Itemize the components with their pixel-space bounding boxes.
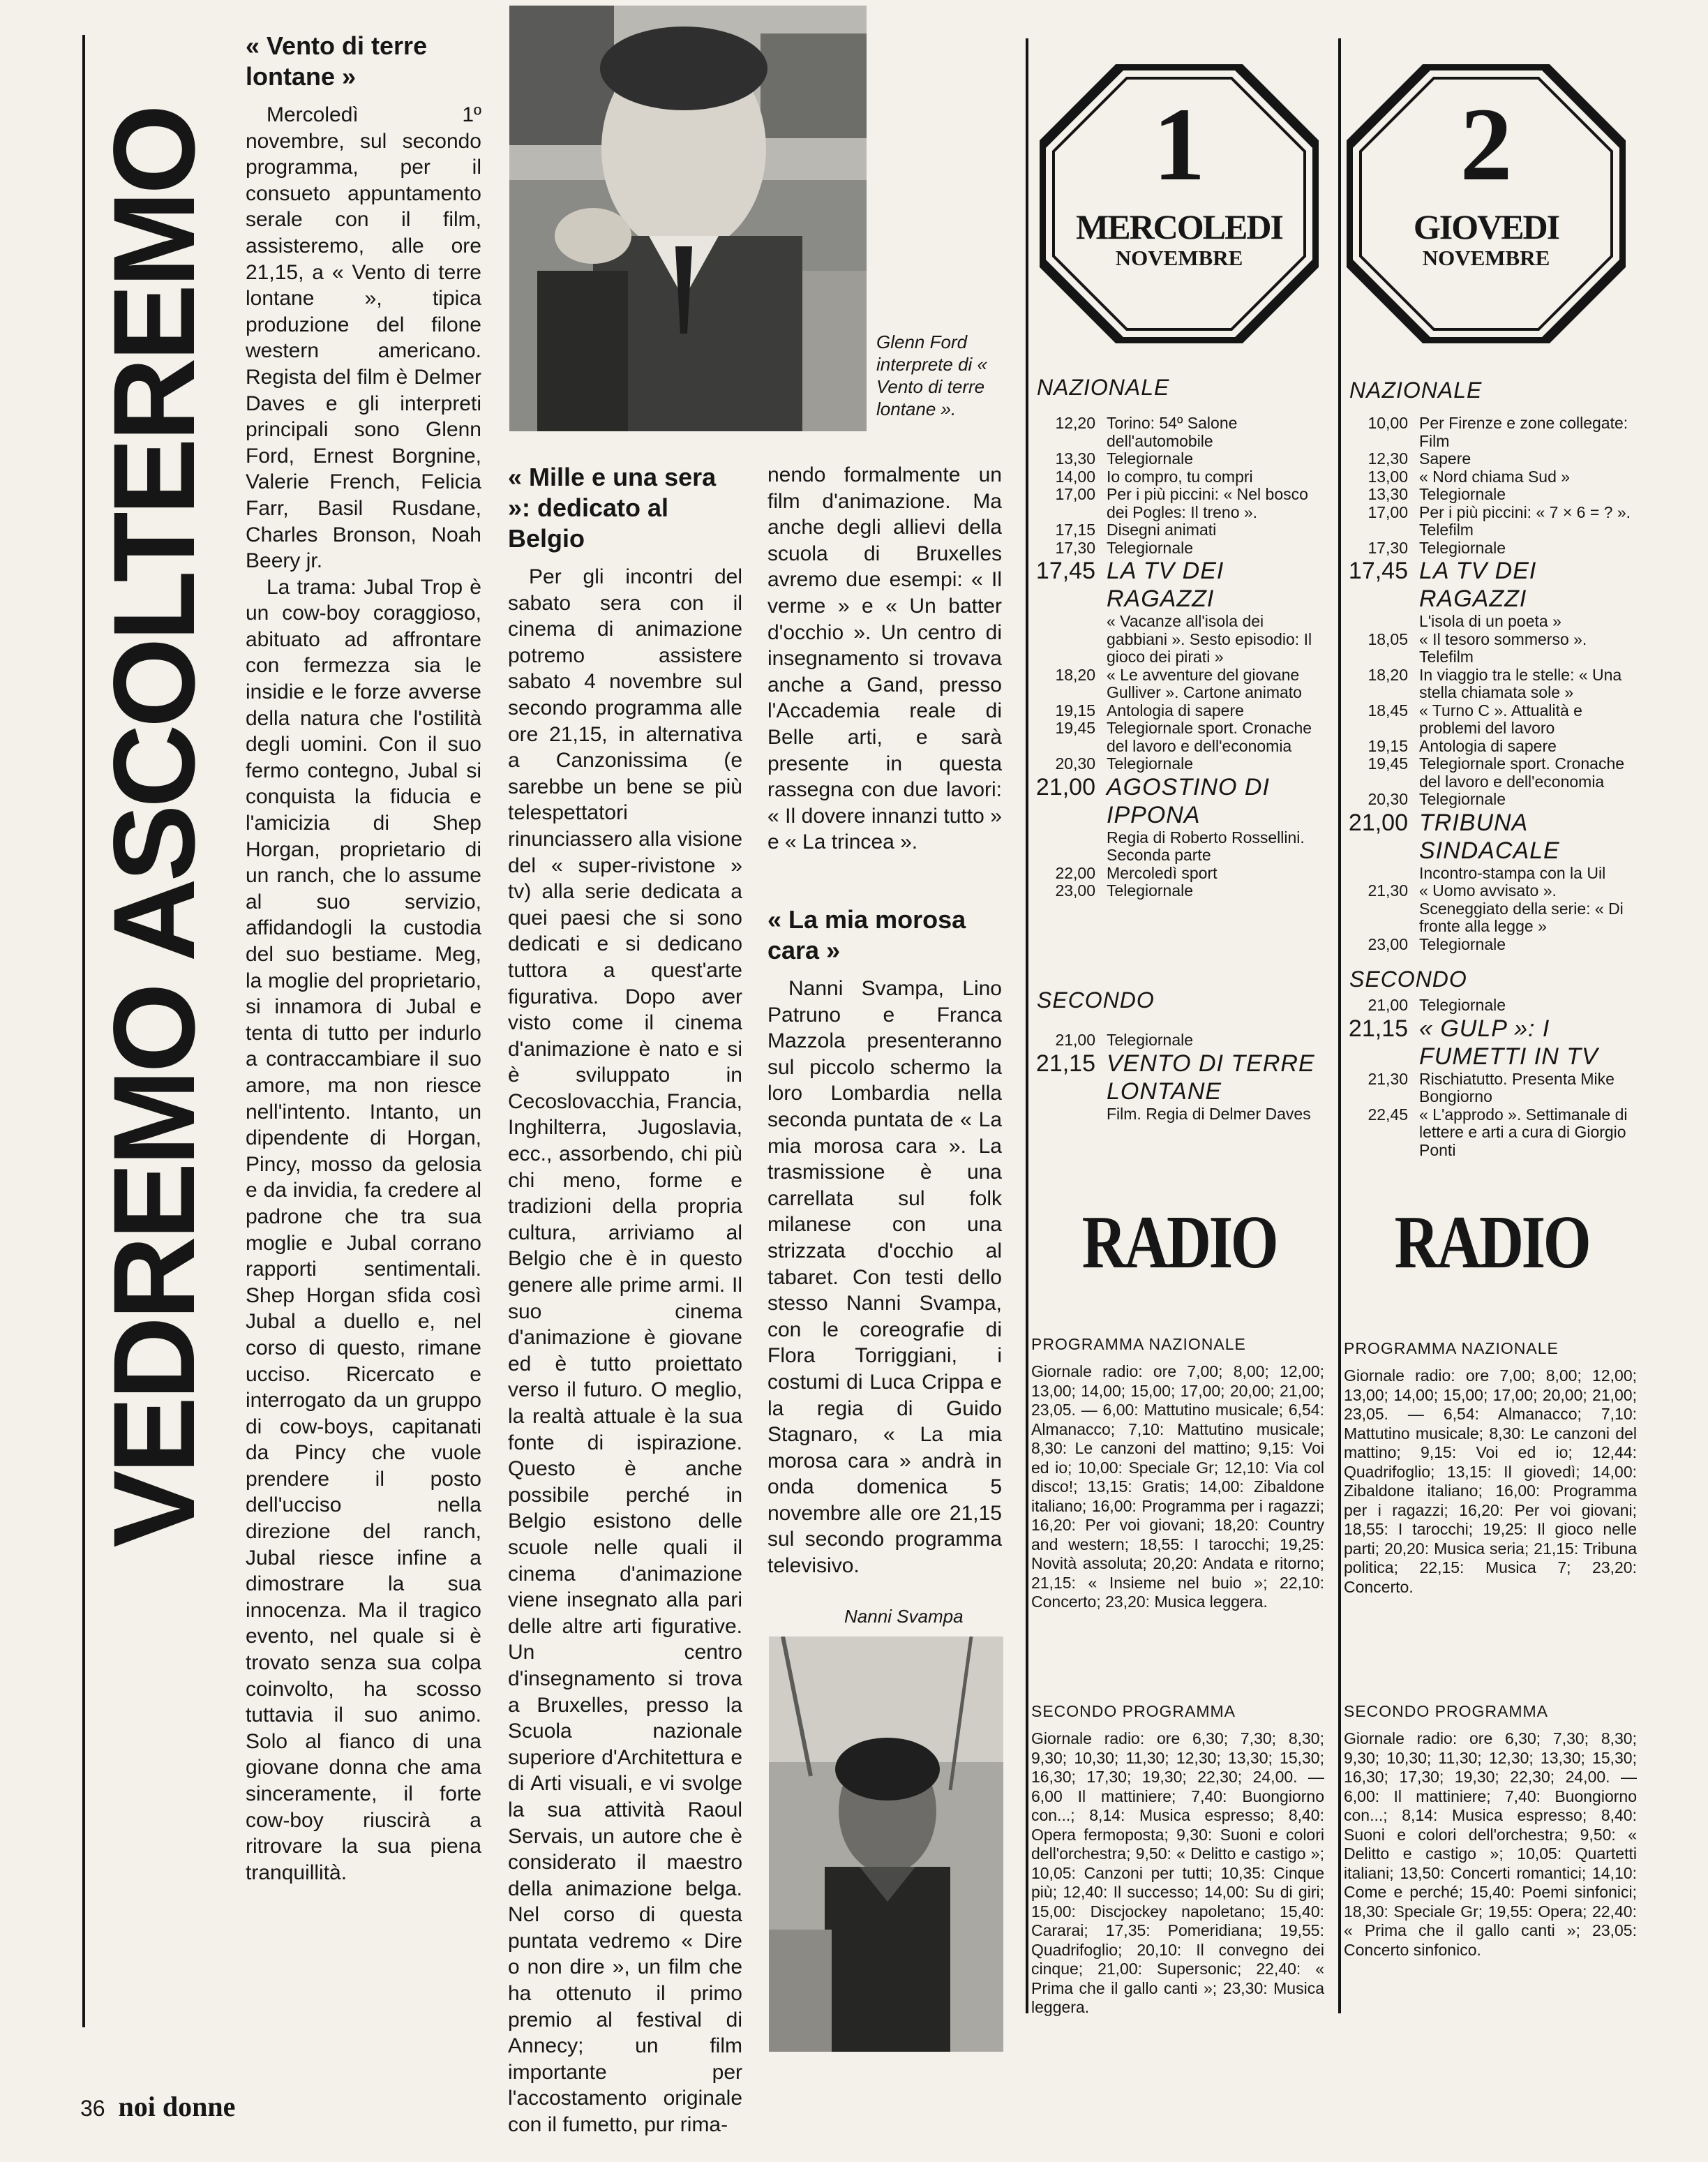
schedule-program xyxy=(1107,702,1327,720)
schedule-row xyxy=(1033,415,1327,450)
schedule-program xyxy=(1419,486,1645,504)
day2-secondo-label: SECONDO xyxy=(1349,967,1467,992)
schedule-program-title: In viaggio tra le stelle: « Una stella chiamata sole » xyxy=(1419,665,1622,701)
schedule-time: 21,00 xyxy=(1035,773,1095,800)
schedule-program-title: Rischiatutto. Presenta Mike Bongiorno xyxy=(1419,1069,1615,1105)
schedule-time: 18,05 xyxy=(1368,629,1408,648)
day-month: NOVEMBRE xyxy=(1115,246,1243,270)
schedule-row xyxy=(1345,702,1645,738)
schedule-program-title: « Nord chiama Sud » xyxy=(1419,467,1571,486)
day2-radio-secondo-text: Giornale radio: ore 6,30; 7,30; 8,30; 9,30; 10,30; 11,30; 12,30; 13,30; 15,30; 16,30; 17,30; 19,30; 22,30; 24,00. — 6,00: Il mattiniere; 7,40: Buongiorno con...; 8,14: Musica espresso; 8,40: Suoni e colori dell'orchestra; 9,50: « Delitto e castigo »; 10,05: Quartetti italiani; 13,50: Concerti romantici; 14,10: Come e perché; 15,40: Poemi sinfonici; 18,30: Speciale Gr; 19,55: Opera; 22,40: « Prima che il gallo canti »; 23,05: Concerto sinfonico. xyxy=(1344,1729,1637,1959)
schedule-row xyxy=(1345,755,1645,791)
article-vento-paragraph: Mercoledì 1º novembre, sul secondo programma, per il consueto appuntamento serale con il film, assisteremo, alle ore 21,15, a « Vento di terre lontane », tipica produzione del filone western americano. Regista del film è Delmer Daves e gli interpreti principali sono Glenn Ford, Ernest Borgnine, Valerie French, Felicia Farr, Basil Rusdane, Charles Bronson, Noah Beery jr. xyxy=(246,103,481,573)
schedule-program-title: Antologia di sapere xyxy=(1419,736,1557,755)
schedule-row xyxy=(1033,702,1327,720)
schedule-time: 21,15 xyxy=(1348,1015,1408,1042)
schedule-program-detail: L'isola di un poeta » xyxy=(1419,612,1561,630)
schedule-program xyxy=(1107,720,1327,755)
schedule-program-title: Antologia di sapere xyxy=(1107,701,1244,720)
schedule-row xyxy=(1033,486,1327,521)
day-badge-1 xyxy=(1040,64,1319,343)
article-mille-paragraph: Per gli incontri del sabato sera con il cinema di animazione potremo assistere sabato 4 novembre sul secondo programma alle ore 21,15, in alternativa a Canzonissima (e sarebbe un bene se più telespettatori rinunciassero alla visione del « super-rivistone » tv) alla serie dedicata a quei paesi che si sono dedicati e si dedicano tuttora a quest'arte figurativa. Dopo aver visto come il cinema d'animazione è nato e si è sviluppato in Cecoslovacchia, Francia, Inghilterra, Jugoslavia, ecc., assorbendo, chi più chi meno, forme e tradizioni della propria cultura, arriviamo al Belgio che è in questo genere alle prime armi. Il suo cinema d'animazione è giovane ed è tutto proiettato verso il futuro. O meglio, la realtà attuale è la sua fonte di ispirazione. Questo è anche possibile perché in Belgio esistono delle scuole nelle quali il cinema d'animazione viene insegnato alla pari delle altre arti figurative. Un centro d'insegnamento si trova a Bruxelles, presso la Scuola nazionale superiore d'Architettura e di Arti visuali, e vi svolge la sua attività Raoul Servais, un autore che è considerato il maestro della animazione belga. Nel corso di questa puntata vedremo « Dire o non dire », un film che ha ottenuto il primo premio al festival di Annecy; un film importante per l'accostamento originale con il fumetto, pur rima- xyxy=(508,565,742,2137)
article-vento xyxy=(246,31,481,1886)
schedule-program xyxy=(1419,882,1645,936)
schedule-program-title: Telegiornale xyxy=(1419,790,1506,808)
photo-nanni-svampa-caption: Nanni Svampa xyxy=(844,1606,964,1627)
day1-radio-nazionale-text: Giornale radio: ore 7,00; 8,00; 12,00; 13,00; 14,00; 15,00; 17,00; 20,00; 21,00; 23,05. — 6,00: Mattutino musicale; 6,54: Almanacco; 7,10: Mattutino musicale; 8,30: Le canzoni del mattino; 9,15: Voi ed io; 10,00: Speciale Gr; 12,10: Via col disco!; 13,15: Gratis; 14,00: Zibaldone italiano; 16,00: Programma per i ragazzi; 16,20: Per voi giovani; 18,20: Country and western; 18,55: I tarocchi; 19,25: Novità assoluta; 20,20: Andata e ritorno; 21,15: « Insieme nel buio »; 22,10: Concerto; 23,20: Musica leggera. xyxy=(1031,1362,1324,1611)
schedule-time: 19,45 xyxy=(1055,719,1095,737)
article-mille-title: « Mille e una sera »: dedicato al Belgio xyxy=(508,463,717,553)
article-vento-paragraph: La trama: Jubal Trop è un cow-boy coraggioso, abituato ad affrontare con fermezza sia le insidie e le forze avverse della natura che l'ostilità degli uomini. Con il suo fermo contegno, Jubal si conquista la fiducia e l'amicizia di Shep Horgan, proprietario di un ranch, che lo assume al suo servizio, affidandogli la custodia del suo bestiame. Meg, la moglie del proprietario, si innamora di Jubal e tenta di tutto per indurlo a contraccambiare il suo amore, ma non riesce nell'intento. Intanto, un dipendente di Horgan, Pincy, mosso da gelosia e da invidia, fa credere al padrone che tra sua moglie e Jubal corrano rapporti sentimentali. Shep Horgan sfida così Jubal a duello e, nel corso di questo, rimane ucciso. Ricercato e interrogato da un gruppo di cow-boys, capitanati da Pincy che vuole prendere il posto dell'ucciso nella direzione del ranch, Jubal riesce infine a dimostrare la sua innocenza. Ma il tragico evento, nel quale si è trovato senza sua colpa coinvolto, ha scosso tuttavia il suo animo. Solo al fianco di una giovane donna che ama sinceramente, il forte cow-boy riuscirà a ritrovare la sua piena tranquillità. xyxy=(246,575,481,1884)
article-mille-paragraph: nendo formalmente un film d'animazione. Ma anche degli allievi della scuola di Bruxelles avremo due esempi: « Il verme » e « Un batter d'occhio ». Un centro di insegnamento si trovava anche a Gand, presso l'Accademia reale di Belle arti, e sarà presente in questa rassegna con due lavori: « Il dovere innanzi tutto » e « La trincea ». xyxy=(767,463,1002,854)
schedule-program xyxy=(1419,539,1645,558)
schedule-program-title: Telegiornale xyxy=(1419,538,1506,557)
schedule-program xyxy=(1419,1015,1645,1071)
schedule-program-title: Telegiornale xyxy=(1419,996,1506,1014)
schedule-program xyxy=(1419,450,1645,468)
schedule-time: 12,20 xyxy=(1055,414,1095,432)
schedule-program xyxy=(1107,557,1327,666)
schedule-program-title: Telegiornale xyxy=(1107,1031,1194,1049)
day2-radio-title: RADIO xyxy=(1394,1201,1589,1284)
schedule-row xyxy=(1345,486,1645,504)
schedule-time: 13,00 xyxy=(1368,467,1408,486)
page-number: 36 xyxy=(80,2096,105,2121)
schedule-program-title: Telegiornale sport. Cronache del lavoro e dell'economia xyxy=(1107,719,1312,755)
schedule-row xyxy=(1033,1050,1327,1124)
schedule-program-title: VENTO DI TERRE LONTANE xyxy=(1107,1050,1315,1105)
schedule-row xyxy=(1033,539,1327,558)
schedule-time: 23,00 xyxy=(1368,934,1408,953)
schedule-row xyxy=(1033,882,1327,900)
schedule-program xyxy=(1419,666,1645,702)
schedule-program xyxy=(1107,882,1327,900)
schedule-time: 13,30 xyxy=(1368,485,1408,503)
schedule-row xyxy=(1345,631,1645,666)
schedule-program xyxy=(1419,997,1645,1015)
schedule-program-title: LA TV DEI RAGAZZI xyxy=(1107,558,1224,612)
schedule-time: 14,00 xyxy=(1055,467,1095,486)
schedule-row xyxy=(1345,882,1645,936)
schedule-program xyxy=(1419,809,1645,883)
schedule-program-title: Per Firenze e zone collegate: Film xyxy=(1419,414,1628,450)
schedule-program xyxy=(1107,1031,1327,1050)
schedule-program-title: « L'approdo ». Settimanale di lettere e arti a cura di Giorgio Ponti xyxy=(1419,1105,1628,1159)
article-morosa-paragraph: Nanni Svampa, Lino Patruno e Franca Mazzola presenteranno sul piccolo schermo la loro Lombardia nella seconda puntata de « La mia morosa cara ». La trasmissione è una carrellata sul folk milanese con una strizzata d'occhio al tabaret. Con testi dello stesso Nanni Svampa, con le coreografie di Flora Torriggiani, i costumi di Luca Crippa e la regia di Guido Stagnaro, « La mia morosa cara » andrà in onda domenica 5 novembre alle ore 21,15 sul secondo programma televisivo. xyxy=(767,977,1002,1578)
schedule-program-title: Io compro, tu compri xyxy=(1107,467,1253,486)
schedule-program-title: « GULP »: I FUMETTI IN TV xyxy=(1419,1015,1598,1070)
schedule-row xyxy=(1345,539,1645,558)
day2-nazionale-label: NAZIONALE xyxy=(1349,378,1483,403)
schedule-time: 21,30 xyxy=(1368,881,1408,900)
day-weekday: GIOVEDI xyxy=(1413,207,1559,246)
photo-nanni-svampa xyxy=(769,1637,1003,2052)
schedule-time: 18,45 xyxy=(1368,701,1408,720)
photo-glenn-ford xyxy=(509,6,867,431)
day1-secondo-label: SECONDO xyxy=(1037,987,1155,1013)
schedule-program xyxy=(1107,415,1327,450)
schedule-program xyxy=(1419,504,1645,539)
schedule-program xyxy=(1107,539,1327,558)
schedule-program xyxy=(1107,1050,1327,1124)
schedule-program xyxy=(1419,415,1645,450)
schedule-row xyxy=(1345,1015,1645,1071)
schedule-row xyxy=(1033,557,1327,666)
schedule-row xyxy=(1345,936,1645,954)
schedule-program-title: Sapere xyxy=(1419,449,1471,468)
day2-radio-nazionale-label: PROGRAMMA NAZIONALE xyxy=(1344,1339,1559,1357)
schedule-program-title: TRIBUNA SINDACALE xyxy=(1419,809,1560,864)
schedule-row xyxy=(1345,415,1645,450)
schedule-row xyxy=(1033,666,1327,702)
article-mille xyxy=(508,462,742,2138)
section-title: VEDREMO ASCOLTEREMO xyxy=(90,107,219,1548)
portrait-illustration xyxy=(769,1637,1003,2052)
schedule-time: 17,15 xyxy=(1055,521,1095,539)
schedule-program xyxy=(1107,666,1327,702)
article-morosa xyxy=(767,904,1002,1579)
schedule-row xyxy=(1033,521,1327,539)
schedule-program xyxy=(1419,468,1645,486)
schedule-program-detail: « Vacanze all'isola dei gabbiani ». Sesto episodio: Il gioco dei pirati » xyxy=(1107,612,1312,666)
day1-radio-secondo-label: SECONDO PROGRAMMA xyxy=(1031,1702,1236,1720)
schedule-time: 21,15 xyxy=(1035,1050,1095,1077)
schedule-program xyxy=(1419,738,1645,756)
schedule-row xyxy=(1345,809,1645,883)
schedule-time: 20,30 xyxy=(1368,790,1408,808)
day2-secondo-list xyxy=(1345,997,1645,1159)
schedule-program-title: Telegiornale sport. Cronache del lavoro e dell'economia xyxy=(1419,754,1625,791)
schedule-time: 21,00 xyxy=(1055,1031,1095,1049)
schedule-program xyxy=(1419,1071,1645,1106)
schedule-time: 13,30 xyxy=(1055,449,1095,468)
schedule-row xyxy=(1345,791,1645,809)
schedule-program-title: Torino: 54º Salone dell'automobile xyxy=(1107,414,1238,450)
page-footer xyxy=(80,2090,235,2123)
schedule-row xyxy=(1345,557,1645,631)
schedule-program-title: Telegiornale xyxy=(1419,485,1506,503)
photo-glenn-ford-caption: Glenn Ford interprete di « Vento di terre lontane ». xyxy=(876,331,987,419)
schedule-program xyxy=(1107,468,1327,486)
schedule-program-title: « Le avventure del giovane Gulliver ». Cartone animato xyxy=(1107,665,1302,701)
schedule-program-title: « Turno C ». Attualità e problemi del lavoro xyxy=(1419,701,1582,737)
day-number: 1 xyxy=(1153,87,1206,202)
article-morosa-title: « La mia morosa cara » xyxy=(767,905,966,964)
schedule-program-title: Telegiornale xyxy=(1107,538,1194,557)
schedule-program xyxy=(1419,936,1645,954)
schedule-time: 21,30 xyxy=(1368,1069,1408,1088)
magazine-name: noi donne xyxy=(118,2091,236,2122)
schedule-time: 20,30 xyxy=(1055,754,1095,773)
article-mille-continued xyxy=(767,462,1002,856)
schedule-program-title: Per i più piccini: « Nel bosco dei Pogles: Il treno ». xyxy=(1107,485,1308,521)
day1-radio-secondo-text: Giornale radio: ore 6,30; 7,30; 8,30; 9,30; 10,30; 11,30; 12,30; 13,30; 15,30; 16,30; 17,30; 19,30; 22,30; 24,00. — 6,00 Il mattiniere; 7,40: Buongiorno con...; 8,14: Musica espresso; 8,40: Opera fermoposta; 9,30: Suoni e colori dell'orchestra; 9,50: « Delitto e castigo »; 10,05: Canzoni per tutti; 10,35: Cinque più; 12,40: Il successo; 14,00: Su di giri; 15,00: Discjockey napoletano; 15,40: Cararai; 17,35: Pomeridiana; 19,55: Quadrifoglio; 20,10: Il convegno dei cinque; 21,00: Supersonic; 22,40: « Prima che il gallo canti »; 23,30: Musica leggera. xyxy=(1031,1729,1324,2016)
schedule-time: 17,45 xyxy=(1348,558,1408,584)
schedule-program xyxy=(1107,865,1327,883)
day1-nazionale-label: NAZIONALE xyxy=(1037,375,1170,400)
schedule-time: 17,45 xyxy=(1035,558,1095,584)
schedule-program xyxy=(1107,755,1327,773)
schedule-time: 17,30 xyxy=(1055,538,1095,557)
schedule-time: 17,00 xyxy=(1368,502,1408,521)
day-number: 2 xyxy=(1460,87,1513,202)
schedule-divider-middle xyxy=(1338,38,1341,2013)
schedule-program-detail: Film. Regia di Delmer Daves xyxy=(1107,1104,1311,1123)
schedule-row xyxy=(1033,468,1327,486)
portrait-illustration xyxy=(509,6,867,431)
schedule-time: 22,00 xyxy=(1055,863,1095,882)
schedule-time: 10,00 xyxy=(1368,414,1408,432)
schedule-program-title: Telegiornale xyxy=(1107,754,1194,773)
schedule-row xyxy=(1345,997,1645,1015)
schedule-time: 18,20 xyxy=(1368,665,1408,684)
schedule-program xyxy=(1107,486,1327,521)
schedule-program xyxy=(1419,791,1645,809)
schedule-row xyxy=(1345,738,1645,756)
schedule-row xyxy=(1345,666,1645,702)
schedule-row xyxy=(1345,1106,1645,1160)
schedule-time: 21,00 xyxy=(1348,809,1408,836)
schedule-program-title: « Uomo avvisato ». Sceneggiato della serie: « Di fronte alla legge » xyxy=(1419,881,1624,935)
schedule-row xyxy=(1033,865,1327,883)
day2-radio-nazionale-text: Giornale radio: ore 7,00; 8,00; 12,00; 13,00; 14,00; 15,00; 17,00; 20,00; 21,00; 23,05. — 6,54: Almanacco; 7,10: Mattutino musicale; 8,30: Le canzoni del mattino; 9,15: Voi ed io; 12,44: Quadrifoglio; 13,15: Il giovedì; 14,00: Zibaldone italiano; 16,00: Programma per i ragazzi; 16,20: Per voi giovani; 18,55: I tarocchi; 19,25: Il gioco nelle parti; 20,20: Musica seria; 21,15: Tribuna politica; 22,15: Musica 7; 23,20: Concerto. xyxy=(1344,1366,1637,1596)
day1-nazionale-list xyxy=(1033,415,1327,900)
schedule-time: 22,45 xyxy=(1368,1105,1408,1124)
sidebar-rule xyxy=(82,35,85,2027)
schedule-row xyxy=(1345,504,1645,539)
day-month: NOVEMBRE xyxy=(1422,246,1550,270)
schedule-row xyxy=(1033,773,1327,865)
schedule-program xyxy=(1107,773,1327,865)
schedule-program xyxy=(1419,702,1645,738)
schedule-row xyxy=(1033,450,1327,468)
day1-secondo-list xyxy=(1033,1031,1327,1123)
schedule-program xyxy=(1107,450,1327,468)
schedule-time: 23,00 xyxy=(1055,881,1095,900)
schedule-time: 17,30 xyxy=(1368,538,1408,557)
schedule-time: 21,00 xyxy=(1368,996,1408,1014)
schedule-program-title: Per i più piccini: « 7 × 6 = ? ». Telefilm xyxy=(1419,502,1631,539)
schedule-program-title: « Il tesoro sommerso ». Telefilm xyxy=(1419,629,1587,666)
schedule-program-title: Telegiornale xyxy=(1419,934,1506,953)
schedule-row xyxy=(1033,755,1327,773)
schedule-time: 17,00 xyxy=(1055,485,1095,503)
schedule-program-title: Mercoledì sport xyxy=(1107,863,1218,882)
schedule-row xyxy=(1033,1031,1327,1050)
schedule-row xyxy=(1033,720,1327,755)
schedule-time: 12,30 xyxy=(1368,449,1408,468)
schedule-program xyxy=(1107,521,1327,539)
day-badge-2 xyxy=(1347,64,1626,343)
schedule-program-title: Telegiornale xyxy=(1107,449,1194,468)
schedule-program-title: Disegni animati xyxy=(1107,521,1217,539)
day1-radio-nazionale-label: PROGRAMMA NAZIONALE xyxy=(1031,1335,1246,1353)
schedule-program xyxy=(1419,631,1645,666)
day2-radio-secondo-label: SECONDO PROGRAMMA xyxy=(1344,1702,1549,1720)
schedule-program-detail: Regia di Roberto Rossellini. Seconda parte xyxy=(1107,828,1305,864)
schedule-divider-left xyxy=(1026,38,1028,2013)
article-vento-title: « Vento di terre lontane » xyxy=(246,31,428,91)
schedule-program xyxy=(1419,557,1645,631)
schedule-time: 19,15 xyxy=(1055,701,1095,720)
schedule-time: 19,45 xyxy=(1368,754,1408,773)
schedule-row xyxy=(1345,450,1645,468)
schedule-row xyxy=(1345,1071,1645,1106)
day2-nazionale-list xyxy=(1345,415,1645,953)
day-weekday: MERCOLEDI xyxy=(1076,207,1282,246)
schedule-program-title: AGOSTINO DI IPPONA xyxy=(1107,773,1270,828)
schedule-program-title: LA TV DEI RAGAZZI xyxy=(1419,558,1537,612)
schedule-time: 19,15 xyxy=(1368,736,1408,755)
schedule-time: 18,20 xyxy=(1055,665,1095,684)
schedule-program xyxy=(1419,755,1645,791)
schedule-row xyxy=(1345,468,1645,486)
schedule-program-detail: Incontro-stampa con la Uil xyxy=(1419,863,1606,882)
schedule-program-title: Telegiornale xyxy=(1107,881,1194,900)
schedule-program xyxy=(1419,1106,1645,1160)
day1-radio-title: RADIO xyxy=(1081,1201,1277,1284)
